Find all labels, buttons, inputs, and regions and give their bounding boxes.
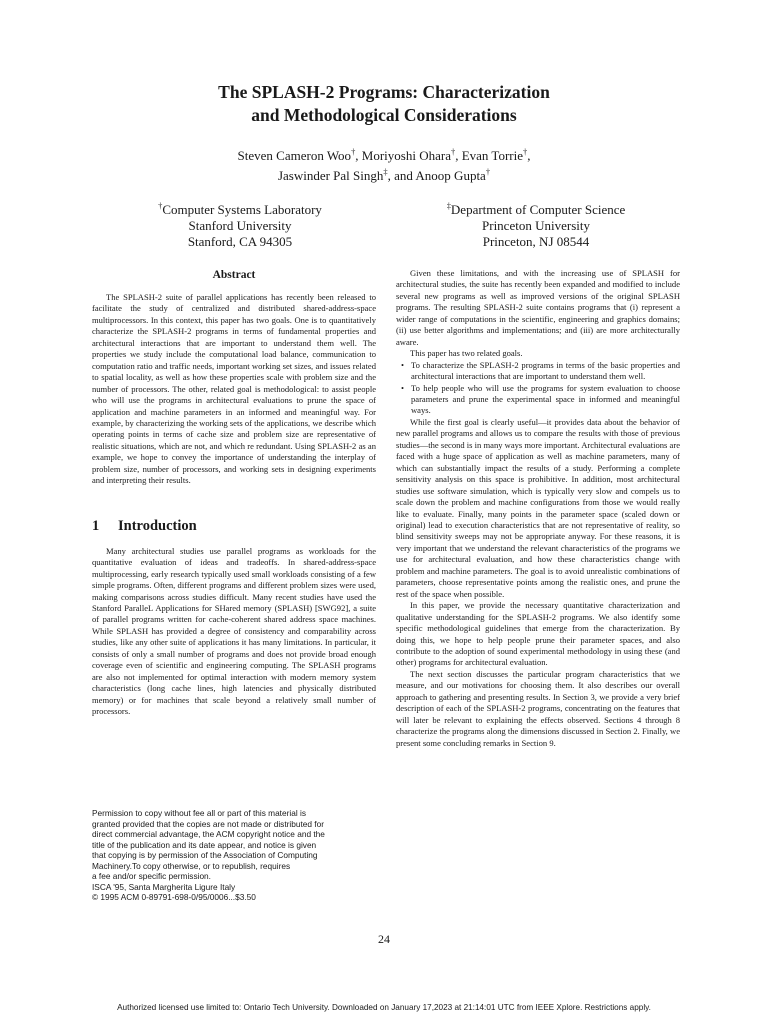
affiliation-mark: †: [523, 146, 528, 157]
affiliation-stanford: [100, 202, 380, 250]
author-list: [0, 146, 768, 186]
author-name: Jaswinder Pal Singh: [277, 168, 384, 183]
conference-line: ISCA '95, Santa Margherita Ligure Italy: [92, 881, 236, 892]
affiliation-line: Princeton University: [482, 218, 590, 233]
goals-list: [396, 360, 680, 417]
bullet-icon: •: [401, 382, 404, 393]
title-line-1: The SPLASH-2 Programs: Characterization: [218, 82, 550, 102]
authors-line-2: [0, 166, 768, 186]
page-number: 24: [378, 932, 390, 946]
author-separator: ,: [355, 148, 362, 163]
author-separator: , and: [387, 168, 416, 183]
body-paragraph: In this paper, we provide the necessary quantitative characterization and qualitative understanding for the SPLASH-2 programs. We also identify some specific methodological guidelines that emerge from the characterization. By doing this, we hope to help people prune their parameter spaces, and also contribute to the adoption of sound experimental methodology in using these (and other) programs for architectural evaluation.: [396, 600, 680, 668]
copyright-permission-notice: [92, 808, 376, 903]
authors-line-1: [0, 146, 768, 166]
affiliation-line: Department of Computer Science: [450, 202, 626, 217]
affiliation-mark: †: [158, 200, 163, 211]
paper-title: [0, 81, 768, 127]
author-name: Moriyoshi Ohara: [361, 148, 451, 163]
affiliation-line: Princeton, NJ 08544: [482, 234, 590, 249]
permission-line: title of the publication and its date appear, and notice is given: [92, 839, 317, 850]
body-paragraph: Given these limitations, and with the increasing use of SPLASH for architectural studies, the suite has recently been expanded and modified to include several new programs as well as improved versions of the original SPLASH programs. The resulting SPLASH-2 suite contains programs that (i) represent a wider range of computations in the scientific, engineering and graphics domains; (ii) use better algorithms and implementations; and (iii) are more architecturally aware.: [396, 268, 680, 347]
permission-line: Permission to copy without fee all or part of this material is: [92, 808, 306, 818]
affiliation-line: Stanford, CA 94305: [187, 234, 293, 249]
introduction-text: Many architectural studies use parallel programs as workloads for the quantitative evaluation of ideas and tradeoffs. In shared-address-space multiprocessing, early research typically used small workloads consisting of a few simple programs. Often, different programs and different problem sizes were used, making comparisons across studies difficult. Many recent studies have used the Stanford ParalleL Applications for SHared memory (SPLASH) [SWG92], a suite of parallel programs written for cache-coherent shared address space machines. While SPLASH has provided a degree of consistency and comparability across studies, like any other suite of applications it has many limitations. In particular, it consists of only a small number of programs and does not provide broad enough coverage even of scientific and engineering computing. The SPLASH programs are also not implemented for optimal interaction with modern memory system characteristics (long cache lines, high latencies and physically distributed memory) or for machines that scale beyond a relatively small number of processors.: [92, 545, 376, 717]
affiliation-mark: ‡: [446, 200, 451, 211]
title-line-2: and Methodological Considerations: [251, 105, 517, 125]
author-name: Evan Torrie: [461, 148, 523, 163]
license-footer: Authorized licensed use limited to: Ontario Tech University. Downloaded on January 17,2023 at 21:14:01 UTC from IEEE Xplore. Restrictions apply.: [117, 1003, 651, 1012]
affiliation-mark: †: [485, 166, 491, 177]
permission-line: granted provided that the copies are not made or distributed for: [92, 818, 324, 829]
affiliation-mark: †: [351, 146, 356, 157]
section-heading-introduction: [92, 517, 376, 535]
body-paragraph: The next section discusses the particular program characteristics that we measure, and our motivations for choosing them. It also describes our overall approach to gathering and presenting results. In Section 3, we provide a very brief description of each of the SPLASH-2 programs, concentrating on the features that will later be relevant to explaining the effects observed. Sections 4 through 8 characterize the programs along the dimensions discussed in Section 2. Finally, we present some concluding remarks in Section 9.: [396, 668, 680, 748]
list-item-text: To help people who will use the programs for system evaluation to choose parameters and prune the experimental space in informed and meaningful ways.: [411, 382, 680, 416]
affiliation-mark: †: [450, 146, 456, 157]
permission-line: a fee and/or specific permission.: [92, 871, 211, 882]
affiliation-line: Computer Systems Laboratory: [162, 202, 322, 217]
section-title: Introduction: [118, 517, 197, 534]
affiliation-line: Stanford University: [188, 218, 292, 233]
body-paragraph: While the first goal is clearly useful—it provides data about the behavior of new parallel programs and allows us to compare the results with those of previous studies—the second is in many ways more important. Architectural evaluations are faced with a huge space of application as well as machine parameters, many of which can substantially impact the results of a study. Performing a complete sensitivity analysis on this space is prohibitive. In addition, most architectural studies use software simulation, which is typically very slow and compels us to scale down the problem and machine configurations from those we would really like to evaluate. Finally, many points in the parameter space (scaled down or original) lead to execution characteristics that are not representative of reality, so blind sensitivity sweeps may not be appropriate anyway. For these reasons, it is very important that we understand the relevant characteristics of the programs we use for architectural evaluation, and how these characteristics change with problem and machine parameters. The goal is to avoid unrealistic combinations of parameters, choose representative points among the realistic ones, and prune the rest of the space when possible.: [396, 416, 680, 599]
section-number: 1: [92, 517, 100, 534]
permission-line: that copying is by permission of the Association of Computing: [92, 850, 318, 861]
permission-line: direct commercial advantage, the ACM copyright notice and the: [92, 829, 325, 840]
left-column: [92, 268, 376, 718]
copyright-line: © 1995 ACM 0-89791-698-0/95/0006...$3.50: [92, 892, 256, 903]
list-item-text: To characterize the SPLASH-2 programs in terms of the basic properties and architectural interactions that are important to understand them well.: [411, 359, 680, 382]
right-column: [396, 268, 680, 749]
permission-line: Machinery.To copy otherwise, or to republish, requires: [92, 860, 291, 871]
affiliation-princeton: [396, 202, 676, 250]
author-name: Anoop Gupta: [415, 168, 486, 183]
bullet-icon: •: [401, 359, 404, 370]
body-paragraph: This paper has two related goals.: [410, 348, 523, 359]
author-separator: ,: [455, 148, 462, 163]
author-separator: ,: [527, 148, 531, 163]
abstract-text: The SPLASH-2 suite of parallel applications has recently been released to facilitate the study of centralized and distributed shared-address-space multiprocessors. In this context, this paper has two goals. One is to quantitatively characterize the SPLASH-2 programs in terms of fundamental properties and architectural interactions that are important to understand them well. The properties we study include the computational load balance, communication to computation ratio and traffic needs, important working set sizes, and issues related to spatial locality, as well as how these properties scale with problem size and the number of processors. The other, related goal is methodological: to assist people who will use the programs in architectural evaluations to prune the space of application and machine parameters in an informed and meaningful way. For example, by characterizing the working sets of the applications, we describe which operating points in terms of cache size and problem size are representative of realistic situations, which are not, and which re redundant. Using SPLASH-2 as an example, we hope to convey the importance of understanding the interplay of problem size, number of processors, and working sets in designing experiments and interpreting their results.: [92, 292, 376, 486]
author-name: Steven Cameron Woo: [237, 148, 352, 163]
list-item: [396, 383, 680, 417]
abstract-heading: Abstract: [212, 269, 256, 281]
list-item: [396, 360, 680, 383]
affiliation-mark: ‡: [383, 166, 388, 177]
